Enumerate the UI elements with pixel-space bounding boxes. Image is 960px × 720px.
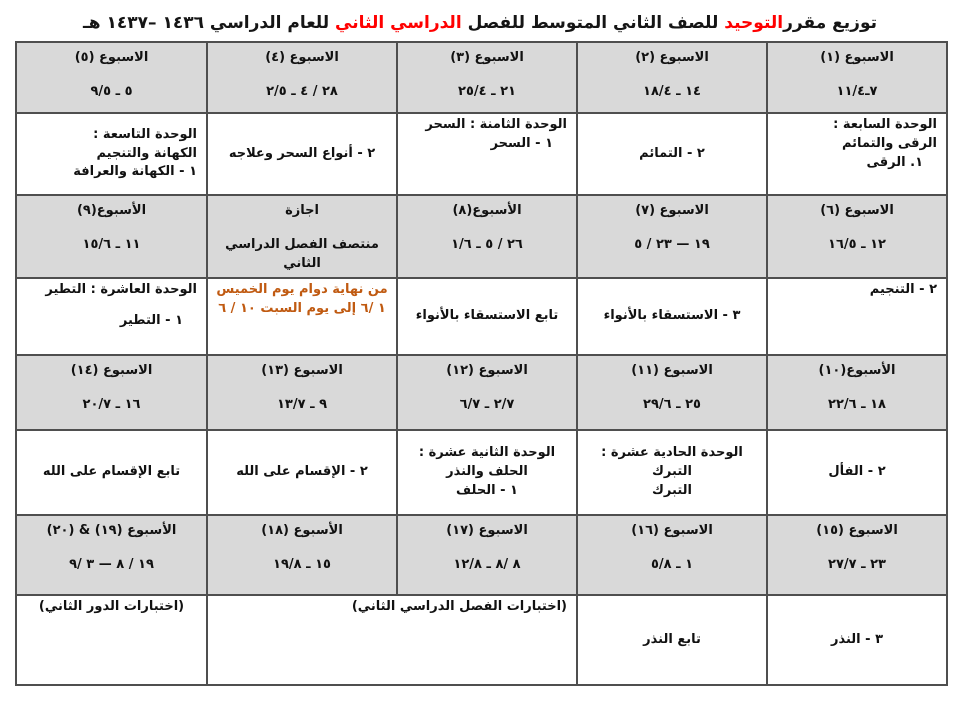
lesson-item: تابع النذر: [643, 631, 701, 647]
week-row-3: [16, 355, 947, 430]
week-17-cell: [397, 515, 577, 595]
week-7-label: الاسبوع (٧): [635, 203, 709, 218]
unit-11-cell: [577, 430, 767, 515]
lesson-iqsam-cell: [207, 430, 397, 515]
week-7-dates: ١٩ — ٢٣ / ٥: [634, 236, 710, 252]
week-5-cell: [16, 42, 207, 113]
week-19-20-cell: [16, 515, 207, 595]
week-10-dates: ١٨ ـ ٢٢/٦: [828, 396, 886, 412]
week-4-cell: [207, 42, 397, 113]
week-14-cell: [16, 355, 207, 430]
exams-label: (اختبارات الفصل الدراسي الثاني): [351, 599, 567, 614]
lesson-item: ١. الرقى: [866, 154, 923, 170]
lesson-item: ٢ - الإقسام على الله: [236, 464, 368, 480]
week-18-cell: [207, 515, 397, 595]
holiday-dates-note-cell: [207, 278, 397, 355]
second-round-exams-cell: [16, 595, 207, 685]
exams-label: (اختبارات الدور الثاني): [38, 599, 185, 614]
lesson-item: ٢ - الفأل: [828, 464, 886, 480]
week-11-cell: [577, 355, 767, 430]
week-16-cell: [577, 515, 767, 595]
lesson-tanjeem-cell: [767, 278, 947, 355]
unit-title: الوحدة العاشرة : التطير: [45, 282, 197, 297]
week-5-label: الاسبوع (٥): [74, 50, 149, 65]
week-9-cell: [16, 195, 207, 278]
holiday-description: منتصف الفصل الدراسي الثاني: [225, 236, 379, 271]
lesson-item: ١ - التطير: [119, 312, 183, 328]
week-6-label: الاسبوع (٦): [820, 203, 894, 218]
midterm-holiday-cell: [207, 195, 397, 278]
lesson-item: ٢ - التنجيم: [869, 282, 937, 297]
lesson-tamaim-cell: [577, 113, 767, 195]
week-8-label: الأسبوع(٨): [452, 203, 522, 218]
week-9-label: الأسبوع(٩): [76, 203, 147, 218]
week-16-label: الاسبوع (١٦): [631, 523, 713, 538]
week-11-label: الاسبوع (١١): [631, 363, 713, 378]
week-row-4: [16, 515, 947, 595]
title-prefix: توزيع مقرر: [783, 13, 877, 33]
lesson-item: تابع الإقسام على الله: [42, 464, 181, 480]
week-18-label: الأسبوع (١٨): [261, 523, 343, 538]
week-3-dates: ٢١ ـ ٢٥/٤: [458, 83, 516, 99]
week-15-label: الاسبوع (١٥): [816, 523, 898, 538]
content-row-2: [16, 278, 947, 355]
week-1-cell: [767, 42, 947, 113]
unit-subtitle: الرقى والتمائم: [841, 135, 937, 151]
page-title: [0, 0, 960, 33]
title-suffix: للعام الدراسي: [203, 13, 336, 33]
lesson-item: ٢ - أنواع السحر وعلاجه: [228, 145, 376, 161]
unit-7-cell: [767, 113, 947, 195]
unit-12-cell: [397, 430, 577, 515]
content-row-4: [16, 595, 947, 685]
unit-title: الوحدة التاسعة :: [93, 126, 197, 142]
unit-title: الوحدة الثامنة : السحر: [425, 117, 567, 132]
week-18-dates: ١٥ ـ ١٩/٨: [273, 556, 331, 572]
week-9-dates: ١١ ـ ١٥/٦: [82, 236, 141, 252]
lesson-item: ١ - السحر: [490, 135, 553, 151]
week-15-dates: ٢٣ ـ ٢٧/٧: [828, 556, 886, 572]
week-3-cell: [397, 42, 577, 113]
lesson-fal-cell: [767, 430, 947, 515]
week-19-20-dates: ١٩ / ٨ — ٣ /٩: [69, 556, 154, 572]
semester-exams-cell: [207, 595, 577, 685]
week-13-cell: [207, 355, 397, 430]
lesson-item: ٣ - النذر: [830, 631, 884, 647]
week-4-dates: ٢٨ / ٤ ـ ٢/٥: [266, 83, 338, 99]
week-10-cell: [767, 355, 947, 430]
week-2-dates: ١٤ ـ ١٨/٤: [643, 83, 701, 99]
week-8-cell: [397, 195, 577, 278]
week-8-dates: ٢٦ / ٥ ـ ١/٦: [451, 236, 523, 252]
week-1-dates: ٧ـ١١/٤: [836, 83, 878, 99]
lesson-item: ٢ - التمائم: [639, 145, 705, 161]
content-row-1: [16, 113, 947, 195]
week-3-label: الاسبوع (٣): [450, 50, 524, 65]
week-7-cell: [577, 195, 767, 278]
unit-subtitle: الكهانة والتنجيم: [96, 145, 197, 161]
week-16-dates: ١ ـ ٥/٨: [650, 556, 694, 572]
lesson-istisqa-cont-cell: [397, 278, 577, 355]
lesson-iqsam-cont-cell: [16, 430, 207, 515]
unit-title: الوحدة الحادية عشرة :: [601, 445, 743, 461]
week-17-dates: ٨ /٨ ـ ١٢/٨: [453, 556, 521, 572]
unit-10-cell: [16, 278, 207, 355]
lesson-sihr-types-cell: [207, 113, 397, 195]
week-15-cell: [767, 515, 947, 595]
week-row-1: [16, 42, 947, 113]
week-5-dates: ٥ ـ ٩/٥: [90, 83, 133, 99]
week-12-label: الاسبوع (١٢): [446, 363, 528, 378]
title-middle: للصف الثاني المتوسط للفصل: [461, 13, 725, 33]
lesson-item: التبرك: [652, 482, 692, 498]
lesson-item: تابع الاستسقاء بالأنواء: [415, 308, 559, 324]
title-subject: التوحيد: [724, 13, 784, 33]
week-13-label: الاسبوع (١٣): [261, 363, 343, 378]
week-17-label: الاسبوع (١٧): [446, 523, 528, 538]
week-10-label: الأسبوع(١٠): [818, 363, 896, 378]
week-14-dates: ١٦ ـ ٢٠/٧: [82, 396, 141, 412]
curriculum-distribution-table: [15, 41, 948, 686]
week-12-cell: [397, 355, 577, 430]
week-19-20-label: الأسبوع (١٩) & (٢٠): [46, 523, 177, 538]
lesson-item: ١ - الحلف: [456, 482, 518, 498]
week-2-cell: [577, 42, 767, 113]
unit-8-cell: [397, 113, 577, 195]
title-year: ١٤٣٦ –١٤٣٧ هـ: [82, 13, 204, 33]
lesson-nadhr-cont-cell: [577, 595, 767, 685]
week-6-cell: [767, 195, 947, 278]
week-6-dates: ١٢ ـ ١٦/٥: [828, 236, 886, 252]
unit-9-cell: [16, 113, 207, 195]
week-4-label: الاسبوع (٤): [265, 50, 339, 65]
content-row-3: [16, 430, 947, 515]
week-11-dates: ٢٥ ـ ٢٩/٦: [643, 396, 701, 412]
lesson-nadhr-cell: [767, 595, 947, 685]
holiday-dates-note: من نهاية دوام يوم الخميس ١ /٦ إلى يوم السبت ١٠ / ٦: [216, 282, 388, 316]
week-14-label: الاسبوع (١٤): [70, 363, 153, 378]
week-1-label: الاسبوع (١): [820, 50, 894, 65]
week-2-label: الاسبوع (٢): [635, 50, 709, 65]
title-semester: الدراسي الثاني: [335, 13, 462, 33]
unit-title: الوحدة السابعة :: [833, 117, 937, 132]
week-13-dates: ٩ ـ ١٣/٧: [277, 396, 327, 412]
holiday-label: اجازة: [285, 203, 319, 218]
unit-subtitle: التبرك: [652, 464, 692, 480]
lesson-item: ١ - الكهانة والعرافة: [73, 164, 197, 180]
lesson-item: ٣ - الاستسقاء بالأنواء: [603, 308, 741, 324]
week-12-dates: ٢/٧ ـ ٦/٧: [459, 396, 515, 412]
unit-subtitle: الحلف والنذر: [446, 464, 528, 480]
unit-title: الوحدة الثانية عشرة :: [418, 445, 556, 461]
lesson-istisqa-cell: [577, 278, 767, 355]
week-row-2: [16, 195, 947, 278]
